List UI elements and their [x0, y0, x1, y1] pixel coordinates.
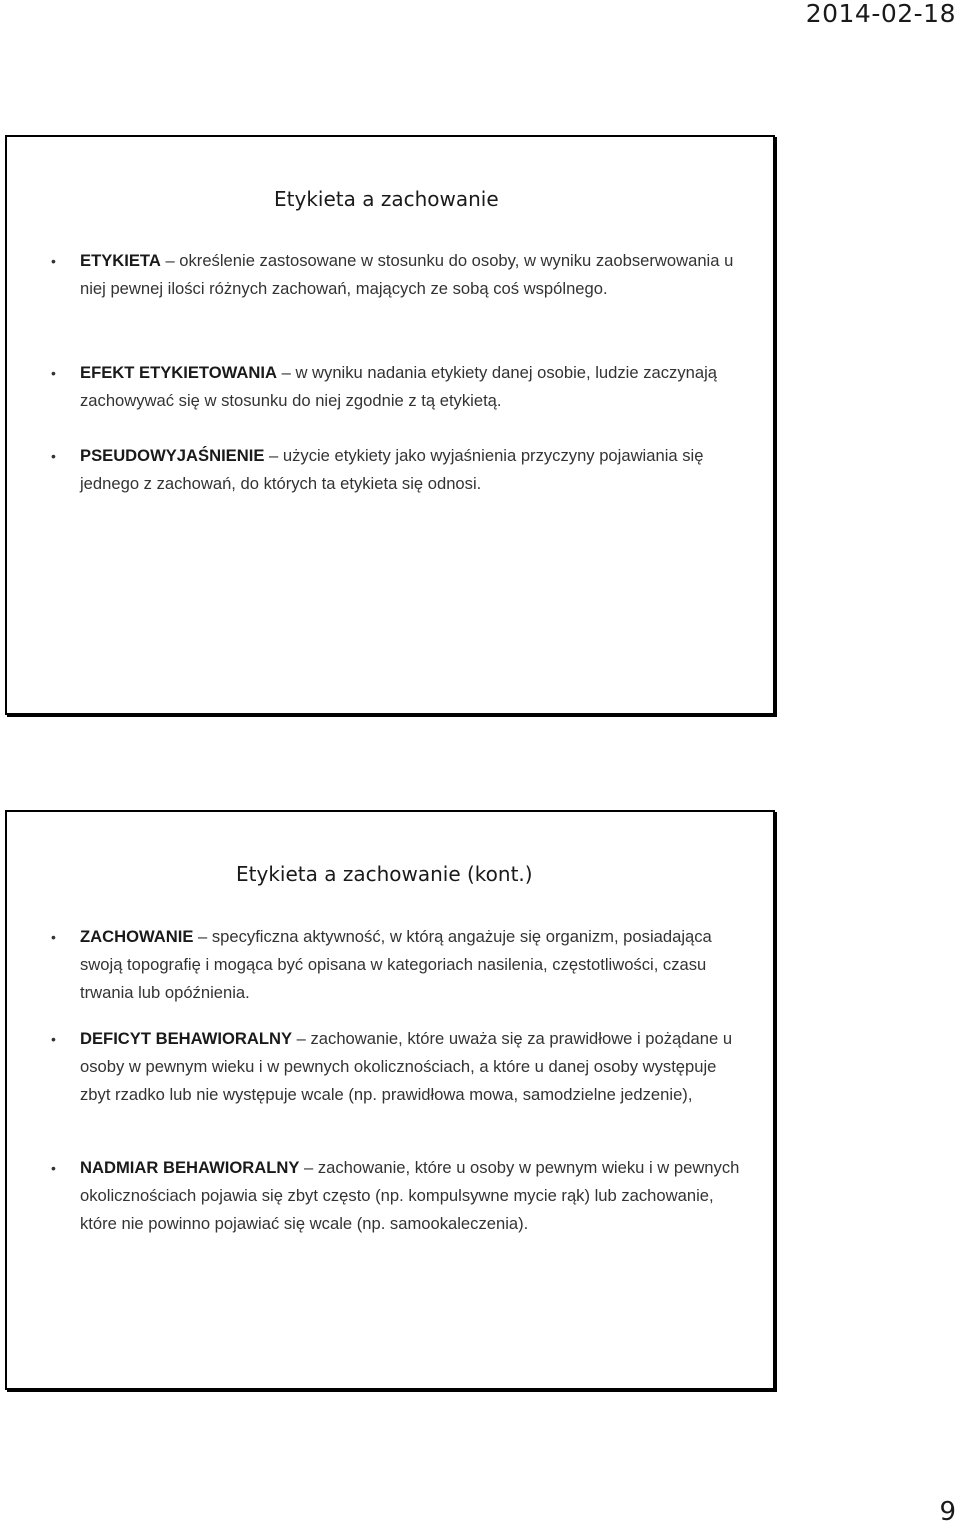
slide-2	[5, 810, 775, 1390]
bullet-item-zachowanie	[80, 923, 750, 1007]
slide-title: Etykieta a zachowanie	[274, 187, 499, 211]
bullet-term: EFEKT ETYKIETOWANIA	[80, 363, 277, 382]
bullet-dash: –	[160, 251, 180, 270]
bullet-text: użycie etykiety jako wyjaśnienia przyczyny pojawiania się jednego z zachowań, do których ta etykieta się odnosi.	[80, 446, 704, 493]
bullet-item-nadmiar-behawioralny	[80, 1154, 750, 1238]
bullet-text: określenie zastosowane w stosunku do osoby, w wyniku zaobserwowania u niej pewnej ilości różnych zachowań, mających ze sobą coś wspólnego.	[80, 251, 734, 298]
page-number: 9	[939, 1497, 956, 1527]
bullet-item-deficyt-behawioralny	[80, 1025, 750, 1109]
slide-title: Etykieta a zachowanie (kont.)	[236, 862, 533, 886]
bullet-dash: –	[277, 363, 296, 382]
bullet-item-pseudowyjasnienie	[80, 442, 750, 498]
bullet-text: w wyniku nadania etykiety danej osobie, ludzie zaczynają zachowywać się w stosunku do niej zgodnie z tą etykietą.	[80, 363, 717, 410]
bullet-text: zachowanie, które u osoby w pewnym wieku i w pewnych okolicznościach pojawia się zbyt często (np. kompulsywne mycie rąk) lub zachowanie, które nie powinno pojawiać się wcale (np. samookaleczenia).	[80, 1158, 740, 1233]
bullet-dash: –	[299, 1158, 318, 1177]
bullet-item-etykieta	[80, 247, 750, 303]
bullet-dash: –	[264, 446, 283, 465]
bullet-term: DEFICYT BEHAWIORALNY	[80, 1029, 293, 1048]
bullet-term: ETYKIETA	[80, 251, 161, 270]
bullet-item-efekt-etykietowania	[80, 359, 750, 415]
bullet-term: ZACHOWANIE	[80, 927, 194, 946]
page-date: 2014-02-18	[805, 0, 956, 28]
bullet-dash: –	[193, 927, 212, 946]
bullet-text: specyficzna aktywność, w którą angażuje się organizm, posiadająca swoją topografię i mogąca być opisana w kategoriach nasilenia, częstotliwości, czasu trwania lub opóźnienia.	[80, 927, 712, 1002]
bullet-term: NADMIAR BEHAWIORALNY	[80, 1158, 300, 1177]
bullet-term: PSEUDOWYJAŚNIENIE	[80, 446, 265, 465]
bullet-dash: –	[292, 1029, 311, 1048]
bullet-text: zachowanie, które uważa się za prawidłowe i pożądane u osoby w pewnym wieku i w pewnych okolicznościach, a które u danej osoby występuje zbyt rzadko lub nie występuje wcale (np. prawidłowa mowa, samodzielne jedzenie),	[80, 1029, 733, 1104]
slide-1	[5, 135, 775, 715]
